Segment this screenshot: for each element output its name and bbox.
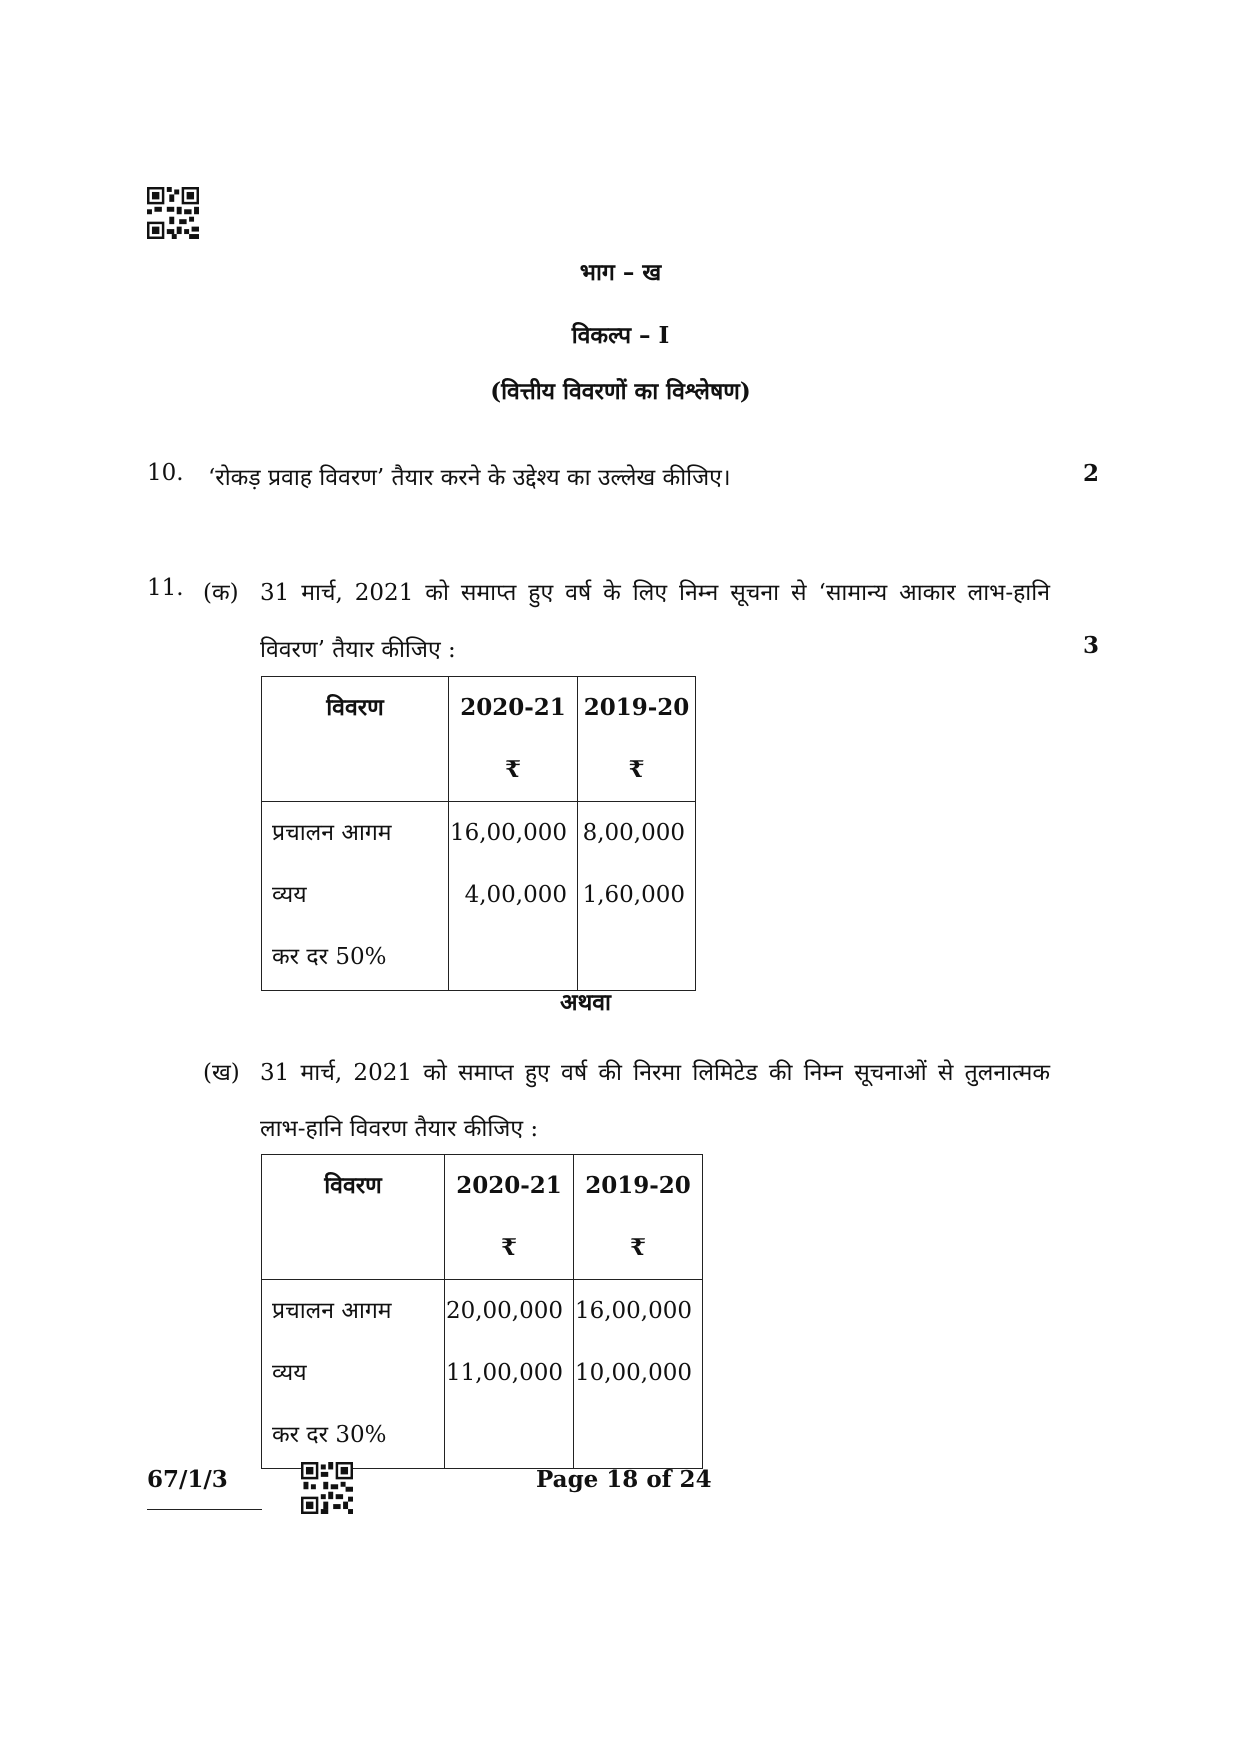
question-11a-line1: 31 मार्च, 2021 को समाप्त हुए वर्ष के लिए निम्न सूचना से ‘सामान्य आकार लाभ-हानि bbox=[260, 580, 1050, 606]
question-11b-label: (ख) bbox=[203, 1060, 240, 1086]
table-header-year-2: 2019-20 bbox=[583, 694, 690, 721]
rupee-symbol: ₹ bbox=[628, 756, 645, 783]
table-cell: 16,00,000 bbox=[449, 820, 567, 846]
section-subtitle: (वित्तीय विवरणों का विश्लेषण) bbox=[490, 378, 751, 405]
table-cell: 11,00,000 bbox=[445, 1360, 563, 1386]
table-cell bbox=[449, 926, 577, 988]
table-header-particulars: विवरण bbox=[324, 1172, 382, 1199]
question-11b-line1: 31 मार्च, 2021 को समाप्त हुए वर्ष की निरमा लिमिटेड की निम्न सूचनाओं से तुलनात्मक bbox=[260, 1060, 1050, 1086]
option-heading: विकल्प – I bbox=[571, 322, 670, 349]
paper-code: 67/1/3 bbox=[147, 1466, 228, 1493]
paper-code-underline bbox=[147, 1509, 262, 1510]
table-cell bbox=[578, 926, 695, 988]
table-11a bbox=[261, 676, 696, 991]
table-cell: 20,00,000 bbox=[445, 1298, 563, 1324]
rupee-symbol: ₹ bbox=[629, 1234, 646, 1261]
table-body-row bbox=[262, 1280, 703, 1469]
question-10-marks: 2 bbox=[1083, 460, 1100, 487]
qr-code-icon bbox=[301, 1462, 353, 1514]
question-10-text: ‘रोकड़ प्रवाह विवरण’ तैयार करने के उद्देश्य का उल्लेख कीजिए। bbox=[208, 465, 731, 491]
table-header-blank bbox=[262, 1217, 444, 1279]
rupee-symbol: ₹ bbox=[504, 756, 521, 783]
table-cell: व्यय bbox=[272, 882, 307, 908]
table-cell: प्रचालन आगम bbox=[272, 820, 392, 846]
table-cell: कर दर 50% bbox=[272, 944, 387, 970]
question-number-10: 10. bbox=[147, 460, 184, 486]
or-separator: अथवा bbox=[560, 989, 612, 1016]
table-cell: कर दर 30% bbox=[272, 1422, 387, 1448]
table-cell: 10,00,000 bbox=[574, 1360, 692, 1386]
table-body-row bbox=[262, 802, 696, 991]
table-header-year-1: 2020-21 bbox=[460, 694, 566, 721]
table-cell bbox=[445, 1404, 573, 1466]
table-header-row bbox=[262, 1155, 703, 1280]
question-11b-line2: लाभ-हानि विवरण तैयार कीजिए : bbox=[260, 1116, 539, 1142]
rupee-symbol: ₹ bbox=[500, 1234, 517, 1261]
question-11a-line2: विवरण’ तैयार कीजिए : bbox=[260, 637, 456, 663]
table-header-particulars: विवरण bbox=[326, 694, 384, 721]
question-11a-label: (क) bbox=[203, 580, 239, 606]
question-number-11: 11. bbox=[147, 575, 184, 601]
page-number: Page 18 of 24 bbox=[536, 1466, 712, 1493]
table-cell bbox=[574, 1404, 702, 1466]
table-header-year-1: 2020-21 bbox=[456, 1172, 562, 1199]
table-11b bbox=[261, 1154, 703, 1469]
table-cell: व्यय bbox=[272, 1360, 307, 1386]
table-header-blank bbox=[262, 739, 448, 801]
table-header-row bbox=[262, 677, 696, 802]
question-11a-marks: 3 bbox=[1083, 632, 1100, 659]
table-cell: 1,60,000 bbox=[582, 882, 685, 908]
part-heading: भाग – ख bbox=[579, 259, 662, 286]
table-cell: प्रचालन आगम bbox=[272, 1298, 392, 1324]
table-header-year-2: 2019-20 bbox=[585, 1172, 691, 1199]
table-cell: 8,00,000 bbox=[582, 820, 685, 846]
table-cell: 4,00,000 bbox=[464, 882, 567, 908]
table-cell: 16,00,000 bbox=[574, 1298, 692, 1324]
qr-code-icon bbox=[147, 187, 199, 239]
